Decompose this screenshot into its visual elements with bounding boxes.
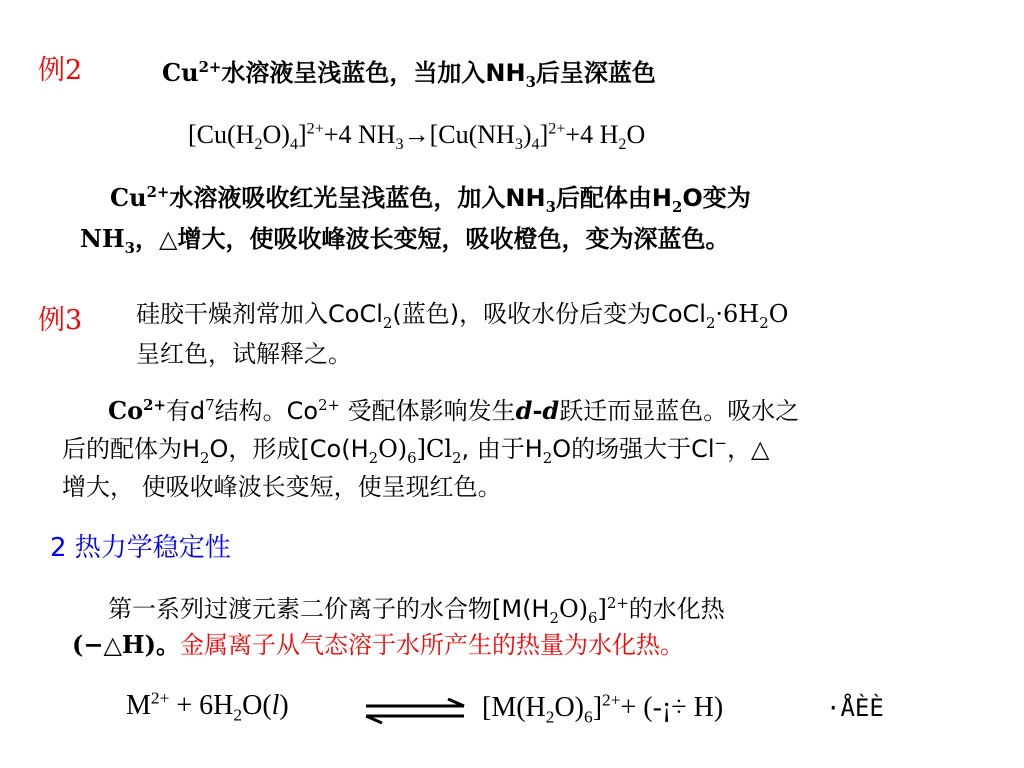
example-3-answer-line-2: 后的配体为$H_2O$，形成$[Co(H_2O)_6]Cl_2$, 由于$H_2O$的场强大于Cl−，△	[62, 434, 770, 467]
equilibrium-arrow-icon	[364, 698, 466, 724]
section-heading: 2 热力学稳定性	[50, 533, 231, 563]
hydration-equation-right: $[M(H_2O)_6]^{2+}+$ (-¡÷ H)	[482, 690, 724, 727]
example-2-statement	[162, 56, 656, 90]
example-3-answer-line-3: 增大， 使吸收峰波长变短，使呈现红色。	[62, 473, 502, 501]
hydration-heat-line-1: 第一系列过渡元素二价离子的水合物$[M(H_2O)_6]^{2+}$的水化热	[108, 594, 725, 627]
example-3-question-line-2: 呈红色，试解释之。	[136, 340, 352, 368]
example-3-answer-line-1: $Co^{2+}$有$d^7$结构。$Co^{2+}$ 受配体影响发生d-d跃迁而显蓝色。吸水之	[108, 396, 800, 425]
hydration-heat-line-2: (−△H)。金属离子从气态溶于水所产生的热量为水化热。	[72, 630, 684, 659]
statement-text: 后呈深蓝色	[535, 59, 656, 87]
example-3-question-line-1: 硅胶干燥剂常加入CoCl$_2$(蓝色)，吸收水份后变为$CoCl_2\cdot 6H_2O$	[136, 300, 789, 332]
example-2-explanation-line-1: $Cu^{2+}$水溶液吸收红光呈浅蓝色，加入$NH_3$后配体由$H_2O$变为	[110, 183, 751, 216]
example-3-label: 例3	[38, 305, 83, 336]
charge-superscript: 2+	[198, 58, 222, 76]
garbled-trailing-text: ·ÅÈÈ	[826, 694, 884, 722]
complex-exchange-equation: $[Cu(H_2O)_4]^{2+}+4$ $NH_3\to[Cu(NH_3)_4]^{2+}+4$ $H_2O$	[188, 120, 646, 154]
hydration-equation-left: $M^{2+} + 6H_2O(l)$	[126, 688, 289, 725]
example-2-label: 例2	[38, 55, 83, 86]
statement-text: 水溶液呈浅蓝色，当加入NH	[221, 59, 526, 87]
example-2-explanation-line-2: $NH_3$，△增大，使吸收峰波长变短，吸收橙色，变为深蓝色。	[80, 224, 730, 257]
hydration-heat-definition: 金属离子从气态溶于水所产生的热量为水化热。	[179, 631, 684, 659]
statement-text: Cu	[162, 58, 199, 87]
subscript: 3	[525, 72, 536, 91]
